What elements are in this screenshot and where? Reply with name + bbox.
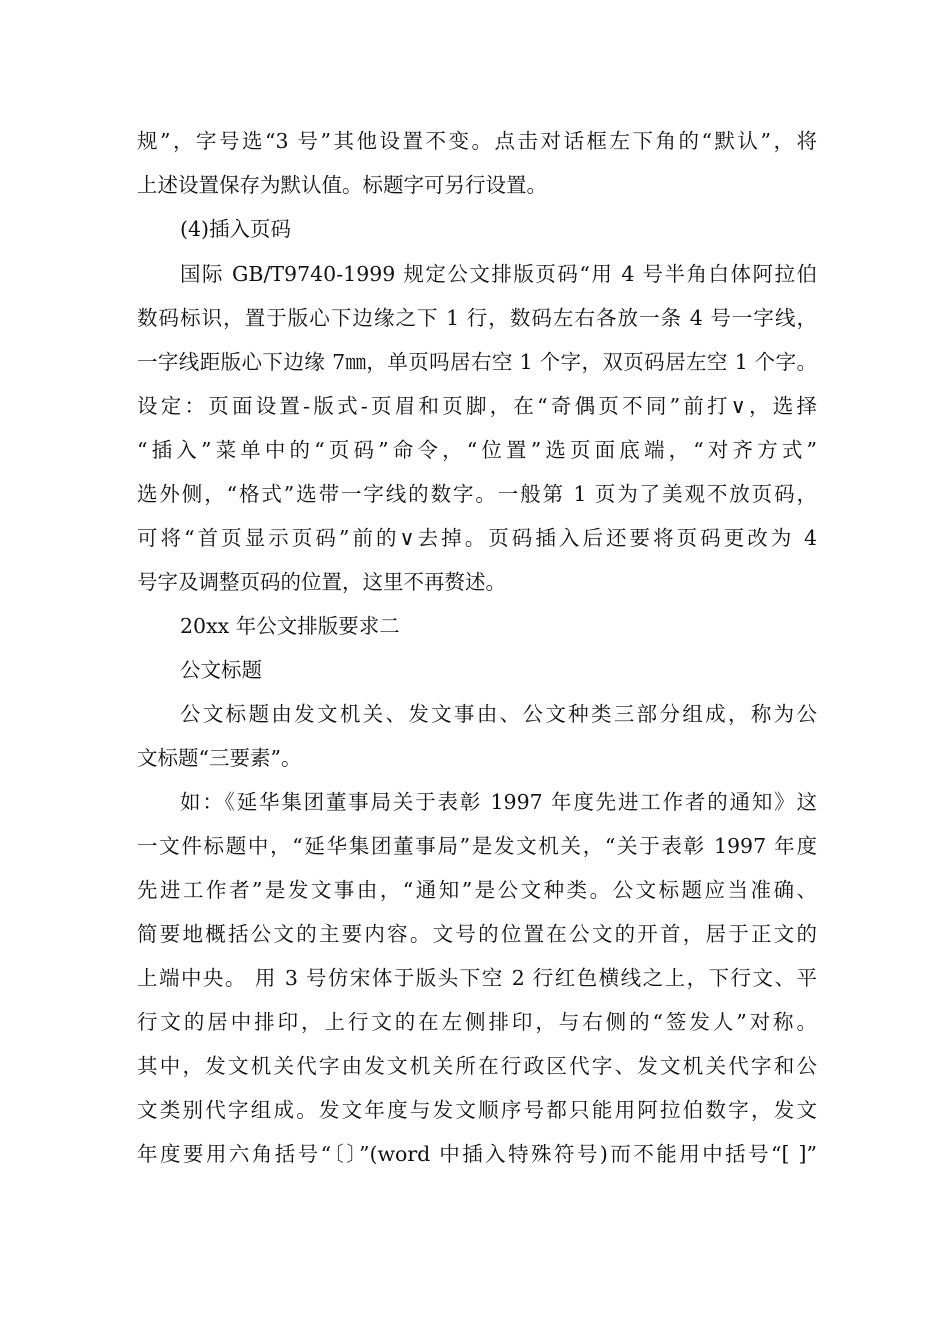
body-text-line: 一文件标题中，“延华集团董事局”是发文机关，“关于表彰 1997 年度 <box>137 834 817 858</box>
body-text-line: 号字及调整页码的位置，这里不再赘述。 <box>137 570 506 594</box>
body-text-line: 文标题“三要素”。 <box>137 746 302 770</box>
body-text-line: 上端中央。 用 3 号仿宋体于版头下空 2 行红色横线之上，下行文、平 <box>137 966 817 990</box>
body-text-line: 文类别代字组成。发文年度与发文顺序号都只能用阿拉伯数字，发文 <box>137 1098 817 1122</box>
body-text-line: 一字线距版心下边缘 7㎜，单页吗居右空 1 个字，双页码居左空 1 个字。 <box>137 350 817 374</box>
subheading-document-title: 公文标题 <box>180 658 262 682</box>
body-text-line: 公文标题由发文机关、发文事由、公文种类三部分组成，称为公 <box>180 702 817 726</box>
body-text-line: 国际 GB/T9740-1999 规定公文排版页码“用 4 号半角白体阿拉伯 <box>180 262 817 286</box>
body-text-line: 选外侧，“格式”选带一字线的数字。一般第 1 页为了美观不放页码， <box>137 482 817 506</box>
body-text-line: 其中，发文机关代字由发文机关所在行政区代字、发文机关代字和公 <box>137 1054 817 1078</box>
body-text-line: 行文的居中排印，上行文的在左侧排印，与右侧的“签发人”对称。 <box>137 1010 817 1034</box>
body-text-line: 上述设置保存为默认值。标题字可另行设置。 <box>137 173 547 197</box>
body-text-line: “插入”菜单中的“页码”命令，“位置”选页面底端，“对齐方式” <box>137 438 817 462</box>
subheading-insert-page-number: (4)插入页码 <box>180 217 292 241</box>
body-text-line: 数码标识，置于版心下边缘之下 1 行，数码左右各放一条 4 号一字线， <box>137 306 817 330</box>
body-text-line: 先进工作者”是发文事由，“通知”是公文种类。公文标题应当准确、 <box>137 878 817 902</box>
body-text-line: 年度要用六角括号“〔〕”(word 中插入特殊符号)而不能用中括号“[ ]” <box>137 1142 817 1166</box>
body-text-line: 可将“首页显示页码”前的∨去掉。页码插入后还要将页码更改为 4 <box>137 526 817 550</box>
body-text-line: 规”，字号选“3 号”其他设置不变。点击对话框左下角的“默认”，将 <box>137 129 817 153</box>
body-text-line: 如：《延华集团董事局关于表彰 1997 年度先进工作者的通知》这 <box>180 790 817 814</box>
section-heading: 20xx 年公文排版要求二 <box>180 614 400 638</box>
body-text-line: 简要地概括公文的主要内容。文号的位置在公文的开首，居于正文的 <box>137 922 817 946</box>
body-text-line: 设定：页面设置-版式-页眉和页脚，在“奇偶页不同”前打∨，选择 <box>137 394 817 418</box>
